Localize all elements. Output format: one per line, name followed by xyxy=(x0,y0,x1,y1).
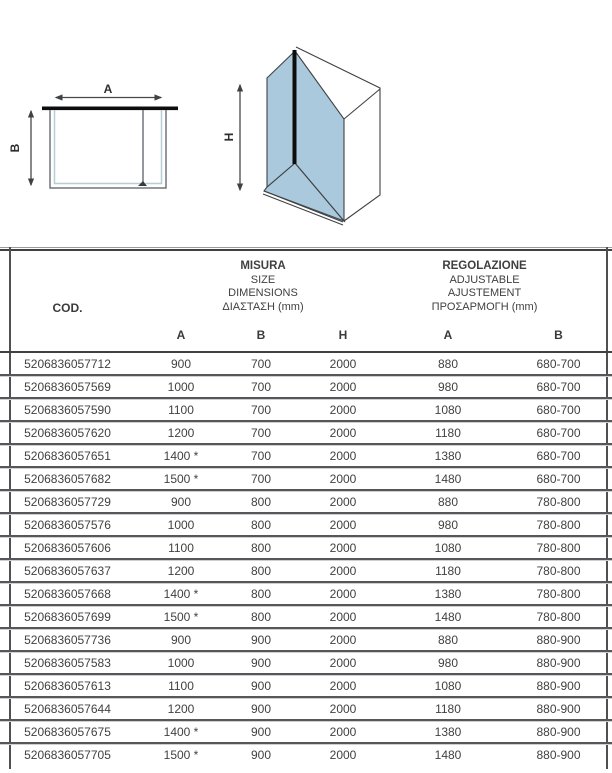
table-row xyxy=(0,376,612,399)
table-row xyxy=(0,583,612,606)
size-h-cell: 2000 xyxy=(329,747,357,762)
regolazione-group-header xyxy=(391,260,612,314)
table-row xyxy=(0,445,612,468)
adjust-b-cell: 880-900 xyxy=(536,632,581,647)
adjust-b-cell: 780-800 xyxy=(536,517,581,532)
table-row xyxy=(0,744,612,765)
size-a-cell: 1400 * xyxy=(163,724,199,739)
size-a-cell: 1000 xyxy=(167,379,195,394)
adjust-b-cell: 680-700 xyxy=(536,402,581,417)
adjust-a-cell: 1380 xyxy=(434,448,462,463)
table-row xyxy=(0,514,612,537)
adjust-b-cell: 680-700 xyxy=(536,379,581,394)
subheader-b-adjust: B xyxy=(554,328,563,342)
cod-column-header: COD. xyxy=(52,301,83,315)
adjust-b-cell: 680-700 xyxy=(536,471,581,486)
adjust-a-cell: 1180 xyxy=(435,563,461,578)
cod-cell: 5206836057682 xyxy=(24,471,111,486)
size-h-cell: 2000 xyxy=(329,402,357,417)
table-row xyxy=(0,652,612,675)
table-row xyxy=(0,721,612,744)
adjust-a-cell: 1180 xyxy=(435,425,461,440)
dimension-a-label: A xyxy=(103,82,113,96)
diagram-area xyxy=(0,0,612,250)
size-h-cell: 2000 xyxy=(329,425,357,440)
cod-cell: 5206836057613 xyxy=(24,678,111,693)
adjust-a-cell: 980 xyxy=(437,517,459,532)
size-h-cell: 2000 xyxy=(329,701,357,716)
table-row xyxy=(0,422,612,445)
size-b-cell: 700 xyxy=(250,379,272,394)
size-a-cell: 1100 xyxy=(168,678,194,693)
size-b-cell: 900 xyxy=(250,632,272,647)
size-b-cell: 900 xyxy=(250,701,272,716)
regolazione-line-gr: ΠΡΟΣΑΡΜΟΓΗ (mm) xyxy=(431,300,538,313)
spec-table xyxy=(0,247,612,765)
cod-cell: 5206836057590 xyxy=(24,402,111,417)
regolazione-line-fr: AJUSTEMENT xyxy=(447,287,522,299)
cod-cell: 5206836057675 xyxy=(24,724,111,739)
table-row xyxy=(0,353,612,376)
table-rows xyxy=(0,353,612,765)
adjust-b-cell: 680-700 xyxy=(536,425,581,440)
size-a-cell: 900 xyxy=(170,356,192,371)
size-b-cell: 700 xyxy=(250,402,272,417)
cod-cell: 5206836057620 xyxy=(24,425,111,440)
size-h-cell: 2000 xyxy=(329,448,357,463)
cod-cell: 5206836057606 xyxy=(24,540,111,555)
subheader-b-size: B xyxy=(256,328,266,342)
size-h-cell: 2000 xyxy=(329,356,357,371)
size-a-cell: 1400 * xyxy=(163,586,199,601)
subheader-h-size: H xyxy=(338,328,348,342)
size-a-cell: 1200 xyxy=(167,563,195,578)
size-b-cell: 700 xyxy=(250,471,272,486)
table-header xyxy=(0,251,612,353)
table-row xyxy=(0,399,612,422)
size-b-cell: 800 xyxy=(250,517,272,532)
table-row xyxy=(0,560,612,583)
adjust-a-cell: 1080 xyxy=(434,678,462,693)
size-h-cell: 2000 xyxy=(329,632,357,647)
misura-line-en: SIZE xyxy=(250,273,276,286)
size-a-cell: 1500 * xyxy=(163,747,199,762)
adjust-b-cell: 780-800 xyxy=(536,494,581,509)
cod-cell: 5206836057729 xyxy=(24,494,111,509)
adjust-a-cell: 880 xyxy=(437,632,459,647)
enclosure-top-edge xyxy=(344,89,380,119)
table-row xyxy=(0,606,612,629)
misura-line-gr: ΔΙΑΣΤΑΣΗ (mm) xyxy=(222,300,304,313)
size-b-cell: 800 xyxy=(250,563,272,578)
size-a-cell: 1200 xyxy=(167,701,195,716)
cod-cell: 5206836057651 xyxy=(24,448,111,463)
misura-line-it: MISURA xyxy=(240,260,286,272)
cod-cell: 5206836057712 xyxy=(24,356,111,371)
table-row xyxy=(0,629,612,652)
adjust-a-cell: 980 xyxy=(437,379,459,394)
size-b-cell: 700 xyxy=(250,448,272,463)
adjust-a-cell: 1480 xyxy=(434,471,462,486)
size-a-cell: 1100 xyxy=(168,540,194,555)
size-h-cell: 2000 xyxy=(329,494,357,509)
table-row xyxy=(0,675,612,698)
adjust-b-cell: 880-900 xyxy=(536,701,581,716)
cod-cell: 5206836057569 xyxy=(24,379,111,394)
size-b-cell: 900 xyxy=(250,655,272,670)
adjust-a-cell: 880 xyxy=(437,356,459,371)
cod-cell: 5206836057705 xyxy=(24,747,111,762)
cod-cell: 5206836057668 xyxy=(24,586,111,601)
size-h-cell: 2000 xyxy=(329,678,357,693)
size-b-cell: 800 xyxy=(250,494,272,509)
size-h-cell: 2000 xyxy=(329,563,357,578)
adjust-b-cell: 780-800 xyxy=(536,563,581,578)
adjust-a-cell: 1480 xyxy=(434,747,462,762)
size-a-cell: 1500 * xyxy=(163,609,199,624)
subheader-a-size: A xyxy=(176,328,186,342)
size-b-cell: 700 xyxy=(250,425,272,440)
adjust-b-cell: 880-900 xyxy=(536,724,581,739)
subheader-a-adjust: A xyxy=(443,328,453,342)
size-a-cell: 1000 xyxy=(167,517,195,532)
size-b-cell: 800 xyxy=(250,540,272,555)
adjust-b-cell: 780-800 xyxy=(536,586,581,601)
cod-cell: 5206836057644 xyxy=(24,701,111,716)
adjust-a-cell: 1080 xyxy=(434,402,462,417)
cod-cell: 5206836057583 xyxy=(24,655,111,670)
size-a-cell: 1200 xyxy=(167,425,195,440)
enclosure-outline-plan xyxy=(50,110,166,188)
cod-cell: 5206836057699 xyxy=(24,609,111,624)
size-a-cell: 1100 xyxy=(168,402,194,417)
adjust-a-cell: 1380 xyxy=(434,586,462,601)
adjust-b-cell: 880-900 xyxy=(536,747,581,762)
size-b-cell: 800 xyxy=(250,586,272,601)
size-h-cell: 2000 xyxy=(329,586,357,601)
adjust-a-cell: 1480 xyxy=(434,609,462,624)
adjust-b-cell: 880-900 xyxy=(536,678,581,693)
table-row xyxy=(0,537,612,560)
adjust-b-cell: 780-800 xyxy=(536,609,581,624)
adjust-a-cell: 1380 xyxy=(434,724,462,739)
size-h-cell: 2000 xyxy=(329,724,357,739)
adjust-b-cell: 880-900 xyxy=(536,655,581,670)
cod-cell: 5206836057576 xyxy=(24,517,111,532)
size-b-cell: 900 xyxy=(250,747,272,762)
adjust-a-cell: 1080 xyxy=(434,540,462,555)
size-h-cell: 2000 xyxy=(329,540,357,555)
size-a-cell: 1000 xyxy=(167,655,195,670)
size-h-cell: 2000 xyxy=(329,517,357,532)
size-h-cell: 2000 xyxy=(329,379,357,394)
size-b-cell: 900 xyxy=(250,678,272,693)
table-row xyxy=(0,698,612,721)
size-a-cell: 900 xyxy=(170,632,192,647)
glass-panel-plan xyxy=(42,107,178,111)
size-h-cell: 2000 xyxy=(329,655,357,670)
adjust-a-cell: 980 xyxy=(437,655,459,670)
size-b-cell: 700 xyxy=(250,356,272,371)
size-b-cell: 900 xyxy=(250,724,272,739)
glass-edge-plan xyxy=(55,110,162,184)
cod-cell: 5206836057736 xyxy=(24,632,111,647)
misura-group-header xyxy=(135,260,391,314)
technical-diagrams xyxy=(0,0,612,250)
iso-view-diagram xyxy=(222,47,380,225)
size-a-cell: 1500 * xyxy=(163,471,199,486)
glass-panel-left xyxy=(267,51,295,187)
size-a-cell: 1400 * xyxy=(163,448,199,463)
adjust-b-cell: 680-700 xyxy=(536,448,581,463)
top-view-diagram xyxy=(8,82,178,188)
regolazione-line-en: ADJUSTABLE xyxy=(449,273,520,286)
adjust-a-cell: 880 xyxy=(437,494,459,509)
dimension-b-label: B xyxy=(8,143,22,153)
size-a-cell: 900 xyxy=(170,494,192,509)
regolazione-line-it: REGOLAZIONE xyxy=(442,260,527,272)
adjust-a-cell: 1180 xyxy=(435,701,461,716)
table-row xyxy=(0,491,612,514)
cod-cell: 5206836057637 xyxy=(24,563,111,578)
table-row xyxy=(0,468,612,491)
misura-line-en2: DIMENSIONS xyxy=(228,287,298,299)
size-b-cell: 800 xyxy=(250,609,272,624)
adjust-b-cell: 780-800 xyxy=(536,540,581,555)
size-h-cell: 2000 xyxy=(329,471,357,486)
dimension-h-label: H xyxy=(222,132,236,142)
size-h-cell: 2000 xyxy=(329,609,357,624)
adjust-b-cell: 680-700 xyxy=(536,356,581,371)
